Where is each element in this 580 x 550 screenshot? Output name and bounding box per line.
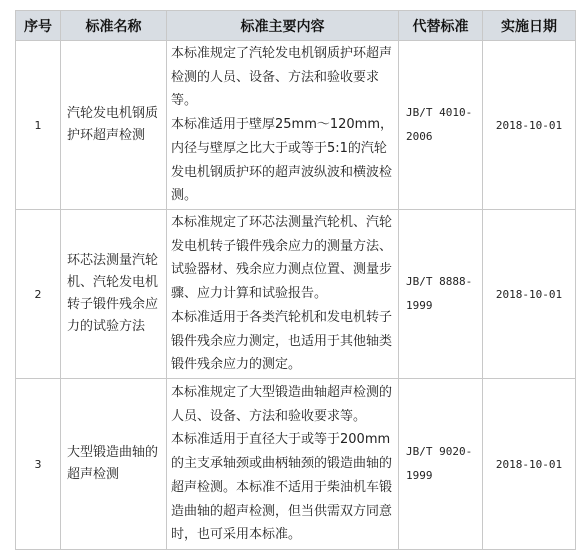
row-no: 3 <box>16 379 61 550</box>
table-row <box>16 41 576 210</box>
row-replaces: JB/T 9020-1999 <box>399 379 483 550</box>
row-date: 2018-10-01 <box>483 379 576 550</box>
row-content <box>167 379 399 550</box>
row-no: 1 <box>16 41 61 210</box>
row-name: 汽轮发电机钢质护环超声检测 <box>61 41 167 210</box>
row-no: 2 <box>16 210 61 379</box>
table-row <box>16 379 576 550</box>
table-row <box>16 210 576 379</box>
row-content-paragraph: 本标准适用于直径大于或等于200mm的主支承轴颈或曲柄轴颈的锻造曲轴的超声检测。本标准不适用于柴油机车锻造曲轴的超声检测，但当供需双方同意时，也可采用本标准。 <box>171 432 393 543</box>
row-content <box>167 41 399 210</box>
header-replaces: 代替标准 <box>399 11 483 41</box>
row-replaces: JB/T 4010-2006 <box>399 41 483 210</box>
row-content-paragraph: 本标准规定了大型锻造曲轴超声检测的人员、设备、方法和验收要求等。 <box>171 385 393 424</box>
row-name: 环芯法测量汽轮机、汽轮发电机转子锻件残余应力的试验方法 <box>61 210 167 379</box>
header-name: 标准名称 <box>61 11 167 41</box>
row-date: 2018-10-01 <box>483 41 576 210</box>
row-name: 大型锻造曲轴的超声检测 <box>61 379 167 550</box>
row-content-paragraph: 本标准规定了环芯法测量汽轮机、汽轮发电机转子锻件残余应力的测量方法、试验器材、残余应力测点位置、测量步骤、应力计算和试验报告。 <box>171 215 393 302</box>
row-content-paragraph: 本标准适用于壁厚25mm～120mm，内径与壁厚之比大于或等于5:1的汽轮发电机钢质护环的超声波纵波和横波检测。 <box>171 117 394 204</box>
table-header-row <box>16 11 576 41</box>
standards-table <box>15 10 576 550</box>
row-content-paragraph: 本标准规定了汽轮发电机钢质护环超声检测的人员、设备、方法和验收要求等。 <box>171 46 393 109</box>
header-no: 序号 <box>16 11 61 41</box>
row-date: 2018-10-01 <box>483 210 576 379</box>
row-content <box>167 210 399 379</box>
header-content: 标准主要内容 <box>167 11 399 41</box>
row-replaces: JB/T 8888-1999 <box>399 210 483 379</box>
header-date: 实施日期 <box>483 11 576 41</box>
row-content-paragraph: 本标准适用于各类汽轮机和发电机转子锻件残余应力测定，也适用于其他轴类锻件残余应力的测定。 <box>171 309 393 373</box>
